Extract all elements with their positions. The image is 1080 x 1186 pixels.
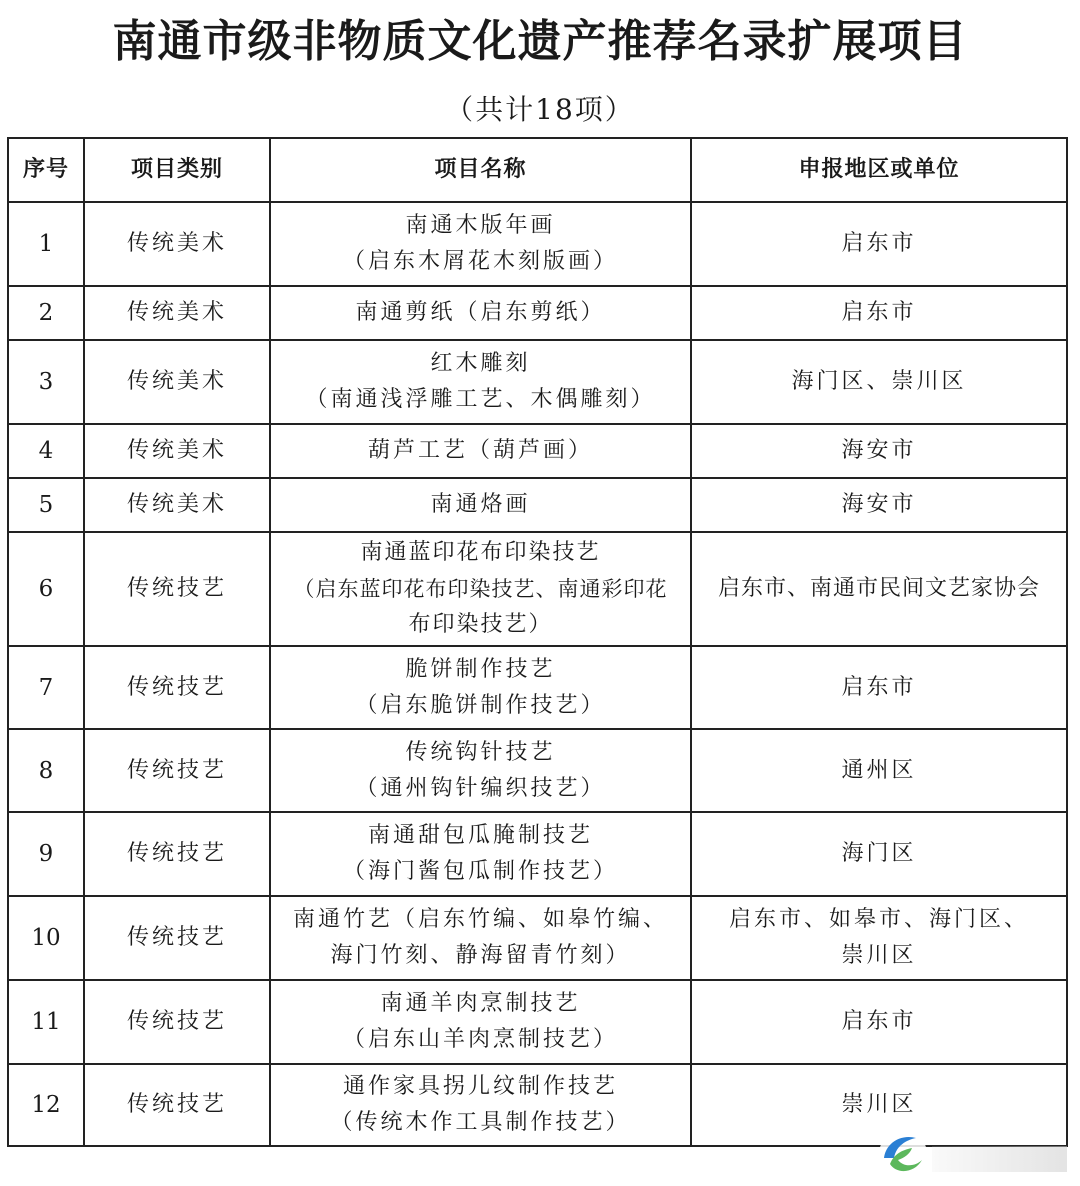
region-line: 海安市 (841, 438, 917, 463)
row-region (691, 424, 1067, 478)
row-number: 8 (8, 729, 84, 812)
row-category: 传统技艺 (84, 812, 270, 896)
row-project-name (270, 646, 691, 729)
header-region: 申报地区或单位 (691, 138, 1067, 202)
name-line: （启东蓝印花布印染技艺、南通彩印花 (293, 577, 668, 601)
name-line: 通作家具拐儿纹制作技艺 (342, 1074, 618, 1099)
name-line: 海门竹刻、静海留青竹刻） (330, 943, 631, 968)
region-line: 海门区 (841, 841, 917, 866)
row-region (691, 980, 1067, 1064)
row-region (691, 896, 1067, 980)
row-number: 2 (8, 286, 84, 340)
name-line: （启东脆饼制作技艺） (355, 692, 606, 718)
row-region (691, 532, 1067, 646)
row-region (691, 202, 1067, 286)
table-row (8, 424, 1067, 478)
row-project-name (270, 1064, 691, 1146)
row-category: 传统技艺 (84, 646, 270, 729)
row-category: 传统技艺 (84, 980, 270, 1064)
name-line: 南通甜包瓜腌制技艺 (367, 823, 593, 848)
header-project-name: 项目名称 (270, 138, 691, 202)
name-line: （海门酱包瓜制作技艺） (342, 859, 618, 884)
row-region (691, 286, 1067, 340)
region-line: 海安市 (841, 492, 917, 517)
name-line: 布印染技艺） (408, 612, 553, 637)
table-row (8, 812, 1067, 896)
table-row (8, 286, 1067, 340)
region-line: 海门区、崇川区 (791, 369, 967, 394)
region-line: 启东市、如皋市、海门区、 (728, 907, 1029, 932)
table-row (8, 896, 1067, 980)
row-project-name (270, 340, 691, 424)
name-line: 南通烙画 (430, 492, 531, 517)
table-row (8, 478, 1067, 532)
row-region (691, 729, 1067, 812)
region-line: 通州区 (841, 757, 917, 783)
row-category: 传统技艺 (84, 532, 270, 646)
row-project-name (270, 532, 691, 646)
row-region (691, 812, 1067, 896)
name-line: 南通剪纸（启东剪纸） (355, 300, 606, 325)
row-category: 传统美术 (84, 424, 270, 478)
row-project-name (270, 729, 691, 812)
row-category: 传统技艺 (84, 729, 270, 812)
row-number: 12 (8, 1064, 84, 1146)
name-line: （启东山羊肉烹制技艺） (342, 1027, 618, 1052)
row-category: 传统美术 (84, 202, 270, 286)
row-region (691, 646, 1067, 729)
region-line: 启东市 (841, 674, 917, 700)
region-line: 崇川区 (841, 943, 917, 968)
region-line: 崇川区 (841, 1092, 917, 1117)
name-line: （南通浅浮雕工艺、木偶雕刻） (305, 387, 656, 412)
row-number: 11 (8, 980, 84, 1064)
row-category: 传统美术 (84, 340, 270, 424)
row-number: 4 (8, 424, 84, 478)
name-line: 红木雕刻 (430, 351, 531, 376)
row-number: 3 (8, 340, 84, 424)
table-row (8, 980, 1067, 1064)
row-category: 传统技艺 (84, 1064, 270, 1146)
document-title: 南通市级非物质文化遗产推荐名录扩展项目 (112, 16, 968, 67)
region-line: 启东市、南通市民间文艺家协会 (717, 576, 1040, 601)
table-header-row (8, 138, 1067, 202)
name-line: 传统钩针技艺 (405, 739, 556, 765)
row-project-name (270, 896, 691, 980)
row-number: 10 (8, 896, 84, 980)
region-line: 启东市 (841, 231, 917, 256)
name-line: （通州钩针编织技艺） (355, 775, 606, 801)
document-subtitle: （共计18项） (445, 93, 635, 126)
row-project-name (270, 812, 691, 896)
row-number: 6 (8, 532, 84, 646)
table-row (8, 532, 1067, 646)
row-category: 传统技艺 (84, 896, 270, 980)
header-number: 序号 (8, 138, 84, 202)
name-line: 葫芦工艺（葫芦画） (367, 438, 593, 463)
table-row (8, 646, 1067, 729)
row-category: 传统美术 (84, 478, 270, 532)
row-project-name (270, 286, 691, 340)
row-project-name (270, 202, 691, 286)
watermark-text-band (932, 1146, 1067, 1172)
row-project-name (270, 980, 691, 1064)
table-row (8, 202, 1067, 286)
table-row (8, 729, 1067, 812)
row-number: 1 (8, 202, 84, 286)
name-line: 南通羊肉烹制技艺 (380, 991, 581, 1016)
heritage-table (7, 137, 1068, 1147)
row-category: 传统美术 (84, 286, 270, 340)
header-category: 项目类别 (84, 138, 270, 202)
row-number: 7 (8, 646, 84, 729)
region-line: 启东市 (841, 300, 917, 325)
name-line: （传统木作工具制作技艺） (330, 1110, 631, 1135)
row-region (691, 478, 1067, 532)
row-region (691, 340, 1067, 424)
name-line: 南通蓝印花布印染技艺 (360, 540, 601, 565)
name-line: 南通木版年画 (405, 213, 556, 238)
region-line: 启东市 (841, 1009, 917, 1034)
name-line: （启东木屑花木刻版画） (342, 249, 618, 274)
row-number: 5 (8, 478, 84, 532)
table-row (8, 340, 1067, 424)
row-project-name (270, 424, 691, 478)
row-number: 9 (8, 812, 84, 896)
name-line: 南通竹艺（启东竹编、如皋竹编、 (292, 907, 668, 932)
row-project-name (270, 478, 691, 532)
name-line: 脆饼制作技艺 (405, 656, 556, 682)
watermark-logo-icon (876, 1128, 930, 1180)
